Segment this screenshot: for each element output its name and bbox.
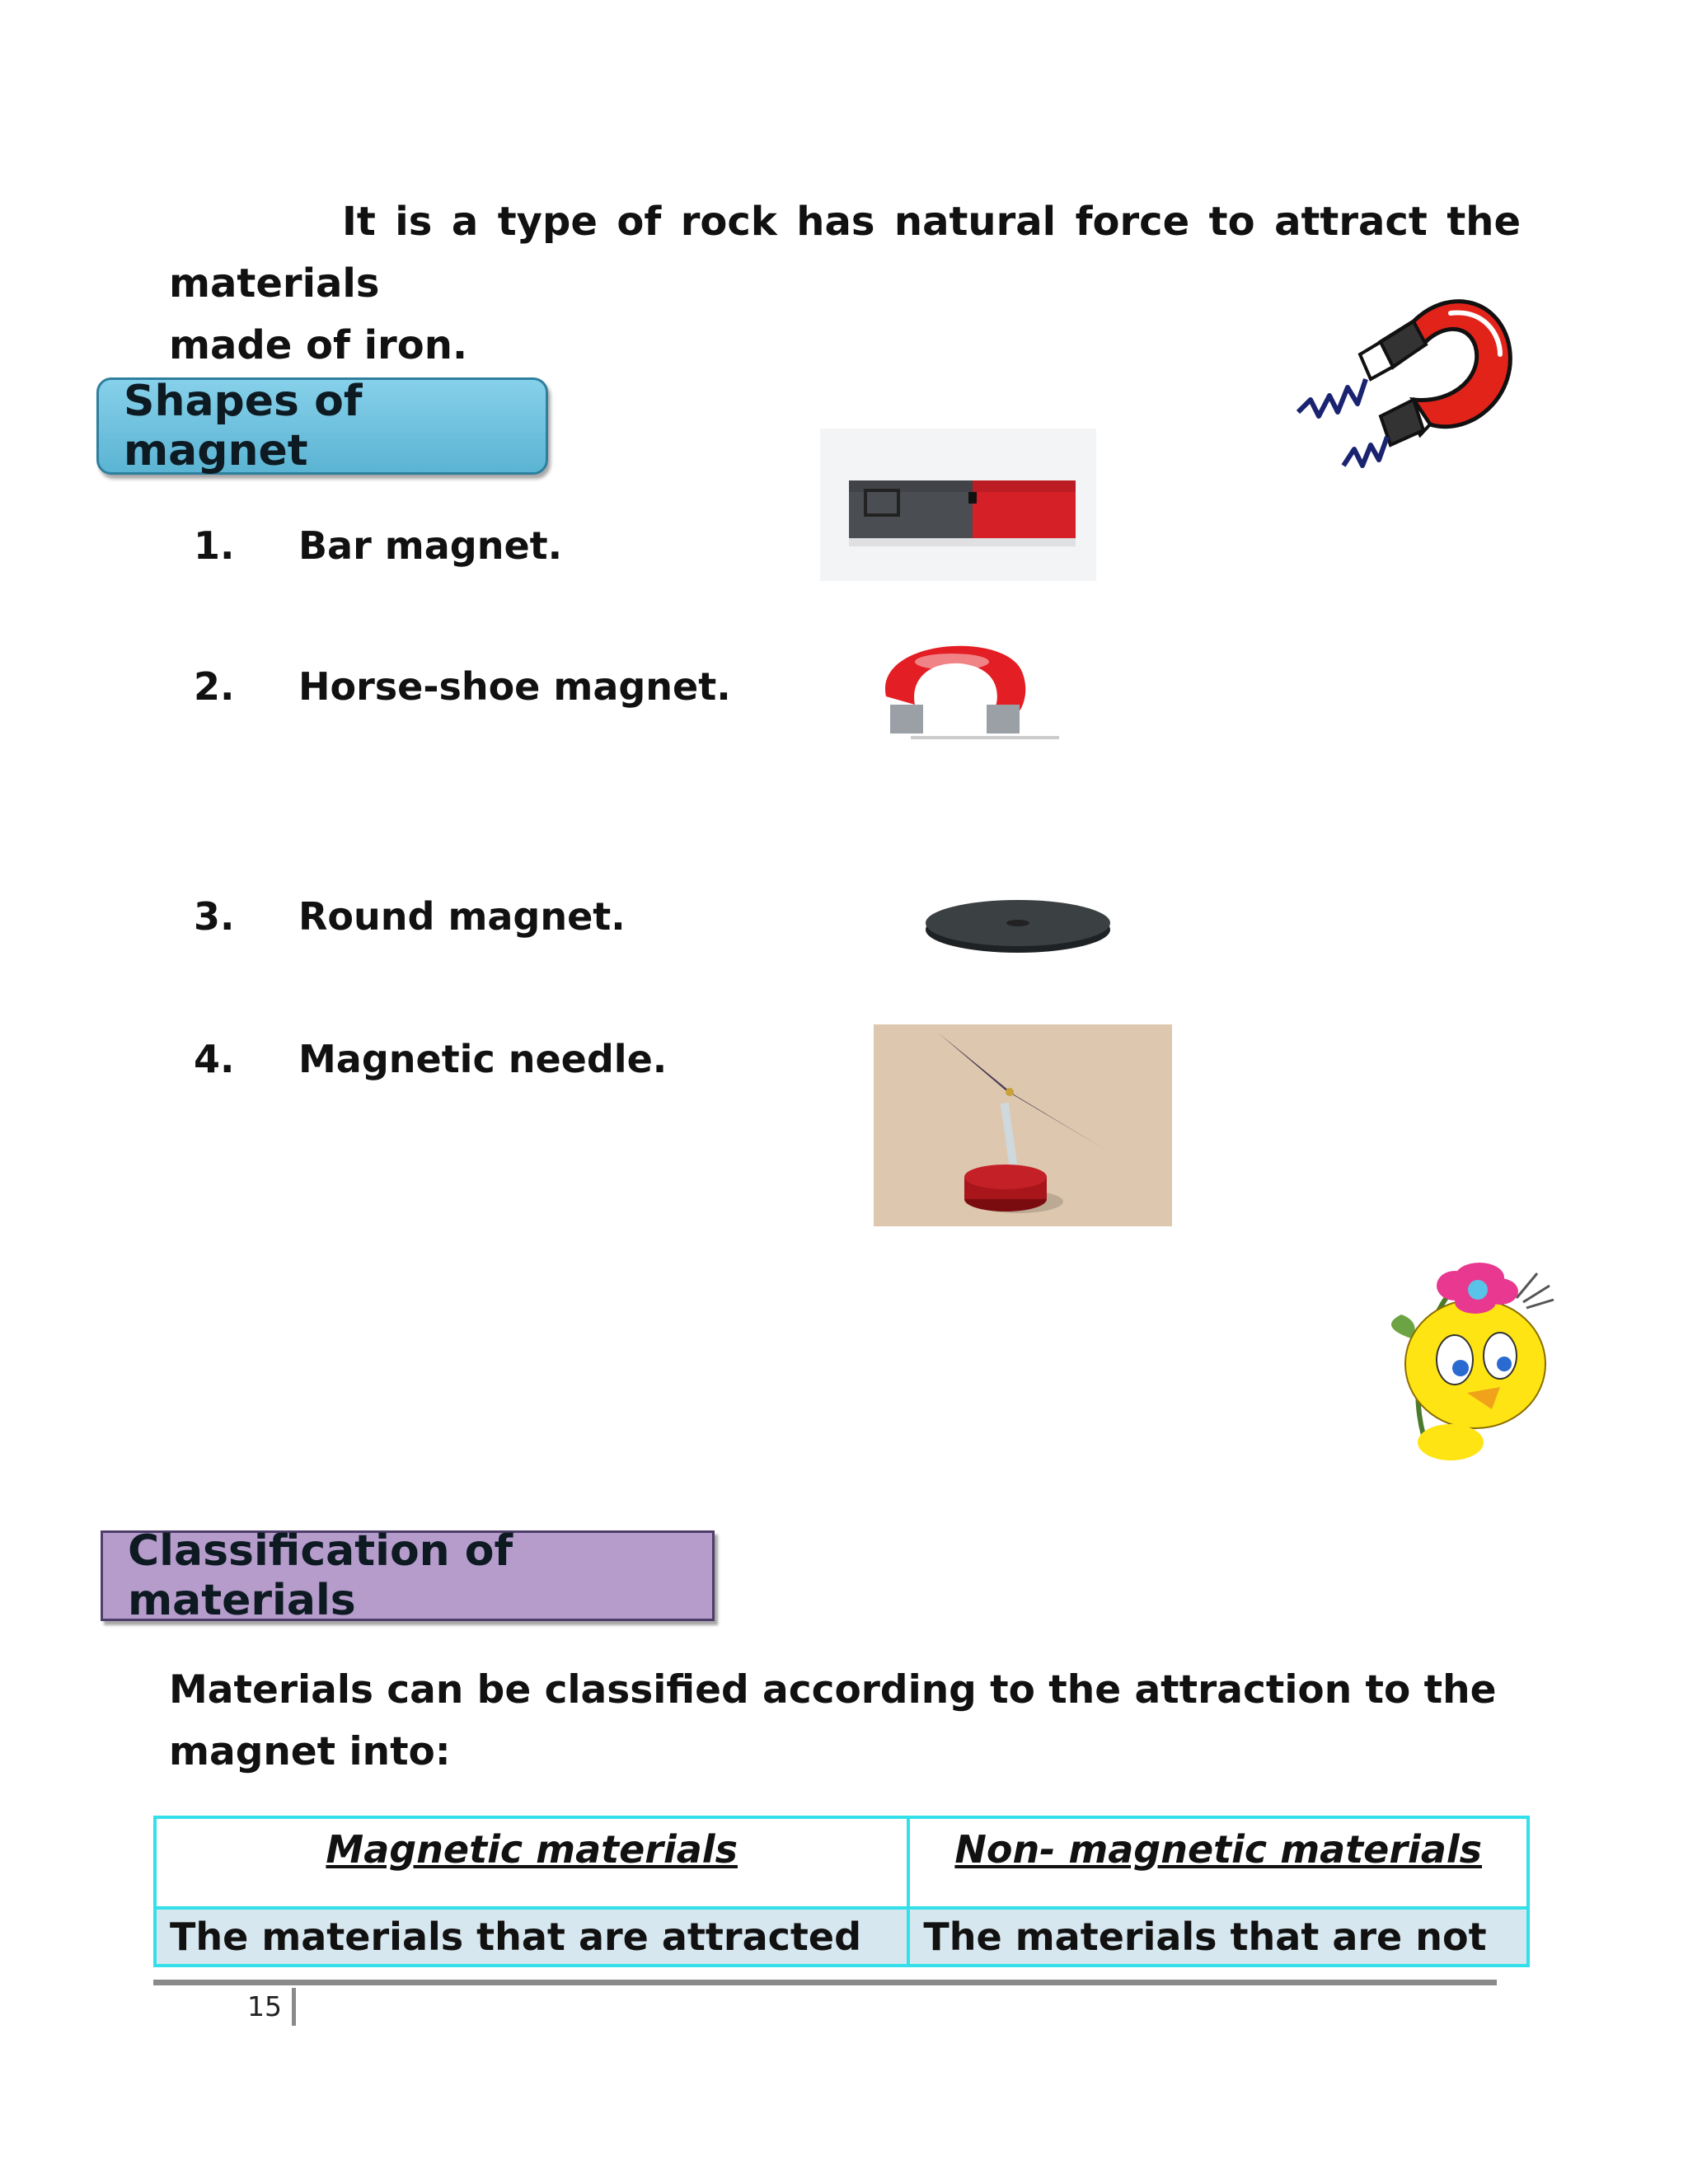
page-number-bar [292, 1988, 296, 2026]
classification-heading [101, 1526, 715, 1625]
list-number: 3. [194, 894, 235, 939]
magnetic-needle-photo-icon [874, 1024, 1172, 1226]
list-item [194, 523, 562, 568]
classification-text: Materials can be classified according to the attraction to the magnet into: [169, 1667, 1497, 1774]
intro-line-1: It is a type of rock has natural force to attract the materials [169, 199, 1521, 307]
horseshoe-magnet-illustration-icon [1290, 264, 1554, 486]
table-header-row [155, 1817, 1528, 1908]
cell-magnetic-def: The materials that are attracted [155, 1908, 908, 1966]
list-item [194, 894, 626, 939]
header-non-magnetic: Non- magnetic materials [908, 1817, 1528, 1908]
classification-heading-text: Classification of materials [128, 1526, 513, 1625]
round-magnet-photo-icon [915, 882, 1129, 964]
page-number: 15 [247, 1990, 282, 2022]
list-label: Magnetic needle. [298, 1037, 668, 1081]
cell-non-magnetic-def: The materials that are not [908, 1908, 1528, 1966]
list-item [194, 1037, 667, 1081]
intro-line-2: made of iron. [169, 322, 468, 368]
bar-magnet-photo-icon [820, 429, 1096, 581]
shapes-heading [96, 377, 548, 475]
list-item [194, 664, 731, 709]
list-number: 4. [194, 1037, 235, 1081]
list-number: 1. [194, 523, 235, 568]
header-magnetic: Magnetic materials [155, 1817, 908, 1908]
horseshoe-magnet-photo-icon [861, 622, 1084, 746]
footer-divider [153, 1980, 1497, 1985]
list-label: Round magnet. [298, 894, 626, 939]
list-label: Horse-shoe magnet. [298, 664, 731, 709]
cartoon-bird-illustration-icon [1376, 1240, 1574, 1463]
list-label: Bar magnet. [298, 523, 563, 568]
list-number: 2. [194, 664, 235, 709]
table-row [155, 1908, 1528, 1966]
shapes-heading-text: Shapes of magnet [124, 377, 363, 476]
materials-table [153, 1816, 1530, 1967]
